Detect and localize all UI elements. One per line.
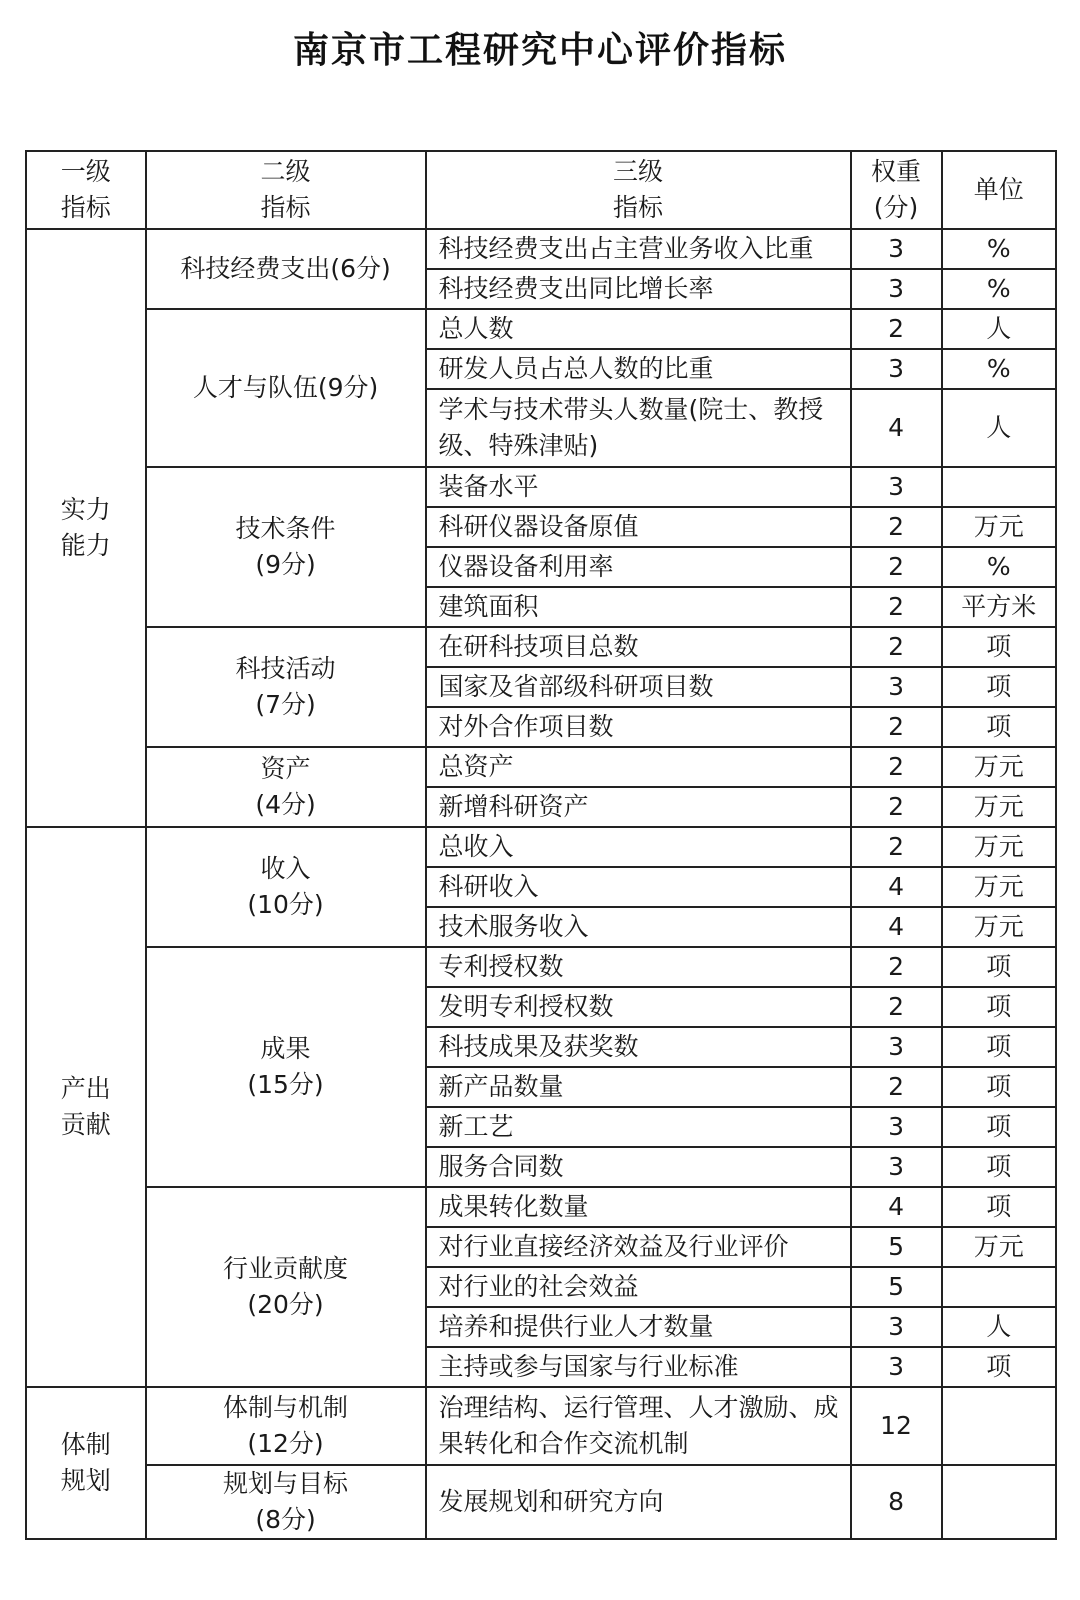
level3-indicator: 科研收入 xyxy=(426,867,851,907)
level2-label-line1: 资产 xyxy=(260,754,311,783)
unit-cell: 项 xyxy=(942,707,1056,747)
level3-indicator: 新工艺 xyxy=(426,1107,851,1147)
table-row xyxy=(26,309,1056,349)
level3-indicator: 发明专利授权数 xyxy=(426,987,851,1027)
table-row xyxy=(26,747,1056,787)
weight-cell: 3 xyxy=(851,467,942,507)
weight-cell: 3 xyxy=(851,1147,942,1187)
page-title: 南京市工程研究中心评价指标 xyxy=(292,30,787,71)
level1-line2: 能力 xyxy=(60,531,111,560)
indicator-table xyxy=(25,150,1057,1540)
level3-indicator: 科研仪器设备原值 xyxy=(426,507,851,547)
table-header-row xyxy=(26,151,1056,229)
unit-cell: 项 xyxy=(942,1107,1056,1147)
weight-cell: 5 xyxy=(851,1227,942,1267)
level2-label-line2: (7分) xyxy=(255,690,316,719)
unit-cell: 人 xyxy=(942,389,1056,467)
level1-line1: 产出 xyxy=(60,1074,111,1103)
weight-cell: 3 xyxy=(851,667,942,707)
level3-indicator: 仪器设备利用率 xyxy=(426,547,851,587)
level2-label-line1: 收入 xyxy=(260,854,311,883)
level3-indicator: 研发人员占总人数的比重 xyxy=(426,349,851,389)
level3-indicator: 对外合作项目数 xyxy=(426,707,851,747)
level2-label-line2: (4分) xyxy=(255,790,316,819)
level3-indicator: 总收入 xyxy=(426,827,851,867)
level2-label-line2: (10分) xyxy=(247,890,324,919)
level3-indicator: 新产品数量 xyxy=(426,1067,851,1107)
level2-cell xyxy=(146,747,426,827)
level3-indicator: 学术与技术带头人数量(院士、教授级、特殊津贴) xyxy=(426,389,851,467)
level2-label-line2: (20分) xyxy=(247,1290,324,1319)
table-row xyxy=(26,229,1056,269)
weight-cell: 2 xyxy=(851,947,942,987)
unit-cell: 项 xyxy=(942,1147,1056,1187)
level2-label-line1: 科技活动 xyxy=(235,654,336,683)
level3-indicator: 国家及省部级科研项目数 xyxy=(426,667,851,707)
weight-cell: 2 xyxy=(851,507,942,547)
level3-indicator: 科技经费支出占主营业务收入比重 xyxy=(426,229,851,269)
unit-cell: 万元 xyxy=(942,827,1056,867)
header-level2-line1: 二级 xyxy=(260,157,311,186)
table-row xyxy=(26,627,1056,667)
level1-line1: 体制 xyxy=(60,1430,111,1459)
level2-label-line2: (9分) xyxy=(255,550,316,579)
unit-cell: 万元 xyxy=(942,747,1056,787)
unit-cell: 万元 xyxy=(942,867,1056,907)
unit-cell: 项 xyxy=(942,1187,1056,1227)
level2-cell xyxy=(146,229,426,309)
header-level3 xyxy=(426,151,851,229)
level3-indicator: 建筑面积 xyxy=(426,587,851,627)
level2-label: 人才与队伍(9分) xyxy=(192,373,379,402)
header-level2-line2: 指标 xyxy=(260,193,311,222)
level3-indicator: 总人数 xyxy=(426,309,851,349)
weight-cell: 2 xyxy=(851,309,942,349)
unit-cell: 人 xyxy=(942,1307,1056,1347)
level3-indicator: 技术服务收入 xyxy=(426,907,851,947)
level2-cell xyxy=(146,467,426,627)
unit-cell: 项 xyxy=(942,987,1056,1027)
table-row xyxy=(26,1465,1056,1539)
unit-cell xyxy=(942,1267,1056,1307)
level2-cell xyxy=(146,627,426,747)
level2-label-line1: 成果 xyxy=(260,1034,311,1063)
level1-line2: 规划 xyxy=(60,1466,111,1495)
header-level1 xyxy=(26,151,146,229)
level1-line2: 贡献 xyxy=(60,1110,111,1139)
level2-label: 科技经费支出(6分) xyxy=(180,254,391,283)
weight-cell: 2 xyxy=(851,587,942,627)
weight-cell: 2 xyxy=(851,787,942,827)
level3-indicator: 装备水平 xyxy=(426,467,851,507)
level3-indicator: 专利授权数 xyxy=(426,947,851,987)
header-weight xyxy=(851,151,942,229)
unit-cell xyxy=(942,467,1056,507)
level2-label-line1: 规划与目标 xyxy=(223,1469,349,1498)
level2-cell xyxy=(146,1187,426,1387)
table-row xyxy=(26,1387,1056,1465)
table-row xyxy=(26,947,1056,987)
level2-label-line1: 技术条件 xyxy=(235,514,336,543)
level2-label-line1: 行业贡献度 xyxy=(223,1254,349,1283)
weight-cell: 3 xyxy=(851,1027,942,1067)
weight-cell: 4 xyxy=(851,907,942,947)
level3-indicator: 成果转化数量 xyxy=(426,1187,851,1227)
weight-cell: 3 xyxy=(851,269,942,309)
header-level1-line1: 一级 xyxy=(60,157,111,186)
weight-cell: 2 xyxy=(851,627,942,667)
unit-cell: 项 xyxy=(942,1067,1056,1107)
level3-indicator: 培养和提供行业人才数量 xyxy=(426,1307,851,1347)
weight-cell: 12 xyxy=(851,1387,942,1465)
unit-cell: 万元 xyxy=(942,1227,1056,1267)
header-level1-line2: 指标 xyxy=(60,193,111,222)
level2-cell xyxy=(146,1465,426,1539)
weight-cell: 3 xyxy=(851,1347,942,1387)
unit-cell: 平方米 xyxy=(942,587,1056,627)
level3-indicator: 治理结构、运行管理、人才激励、成果转化和合作交流机制 xyxy=(426,1387,851,1465)
weight-cell: 4 xyxy=(851,1187,942,1227)
unit-cell: % xyxy=(942,349,1056,389)
unit-cell: 万元 xyxy=(942,787,1056,827)
level1-cell xyxy=(26,827,146,1387)
header-weight-line2: (分) xyxy=(873,193,919,222)
level3-indicator: 科技经费支出同比增长率 xyxy=(426,269,851,309)
unit-cell: 项 xyxy=(942,1347,1056,1387)
table-body xyxy=(26,151,1056,1539)
unit-cell: 项 xyxy=(942,667,1056,707)
unit-cell: 项 xyxy=(942,627,1056,667)
level2-label-line2: (15分) xyxy=(247,1070,324,1099)
unit-cell xyxy=(942,1387,1056,1465)
unit-cell: 人 xyxy=(942,309,1056,349)
weight-cell: 2 xyxy=(851,707,942,747)
weight-cell: 8 xyxy=(851,1465,942,1539)
level3-indicator: 主持或参与国家与行业标准 xyxy=(426,1347,851,1387)
weight-cell: 2 xyxy=(851,1067,942,1107)
table-row xyxy=(26,827,1056,867)
table-row xyxy=(26,467,1056,507)
header-level2 xyxy=(146,151,426,229)
level2-cell xyxy=(146,947,426,1187)
unit-cell: % xyxy=(942,547,1056,587)
level2-label-line2: (8分) xyxy=(255,1505,316,1534)
header-level3-line1: 三级 xyxy=(613,157,664,186)
unit-cell: 项 xyxy=(942,947,1056,987)
weight-cell: 2 xyxy=(851,987,942,1027)
level1-cell xyxy=(26,1387,146,1539)
level2-cell xyxy=(146,1387,426,1465)
weight-cell: 3 xyxy=(851,1307,942,1347)
level2-label-line2: (12分) xyxy=(247,1429,324,1458)
header-unit: 单位 xyxy=(942,151,1056,229)
unit-cell xyxy=(942,1465,1056,1539)
level2-cell xyxy=(146,827,426,947)
unit-cell: 项 xyxy=(942,1027,1056,1067)
header-weight-line1: 权重 xyxy=(871,157,922,186)
weight-cell: 4 xyxy=(851,389,942,467)
weight-cell: 2 xyxy=(851,827,942,867)
unit-cell: 万元 xyxy=(942,907,1056,947)
table-row xyxy=(26,1187,1056,1227)
unit-cell: % xyxy=(942,269,1056,309)
unit-cell: % xyxy=(942,229,1056,269)
header-level3-line2: 指标 xyxy=(613,193,664,222)
level3-indicator: 科技成果及获奖数 xyxy=(426,1027,851,1067)
weight-cell: 3 xyxy=(851,229,942,269)
weight-cell: 2 xyxy=(851,547,942,587)
level3-indicator: 在研科技项目总数 xyxy=(426,627,851,667)
weight-cell: 3 xyxy=(851,1107,942,1147)
level3-indicator: 新增科研资产 xyxy=(426,787,851,827)
weight-cell: 2 xyxy=(851,747,942,787)
level3-indicator: 服务合同数 xyxy=(426,1147,851,1187)
level1-cell xyxy=(26,229,146,827)
weight-cell: 3 xyxy=(851,349,942,389)
unit-cell: 万元 xyxy=(942,507,1056,547)
weight-cell: 5 xyxy=(851,1267,942,1307)
level3-indicator: 发展规划和研究方向 xyxy=(426,1465,851,1539)
weight-cell: 4 xyxy=(851,867,942,907)
level2-cell xyxy=(146,309,426,467)
level3-indicator: 总资产 xyxy=(426,747,851,787)
level1-line1: 实力 xyxy=(60,495,111,524)
level2-label-line1: 体制与机制 xyxy=(223,1393,349,1422)
level3-indicator: 对行业直接经济效益及行业评价 xyxy=(426,1227,851,1267)
level3-indicator: 对行业的社会效益 xyxy=(426,1267,851,1307)
